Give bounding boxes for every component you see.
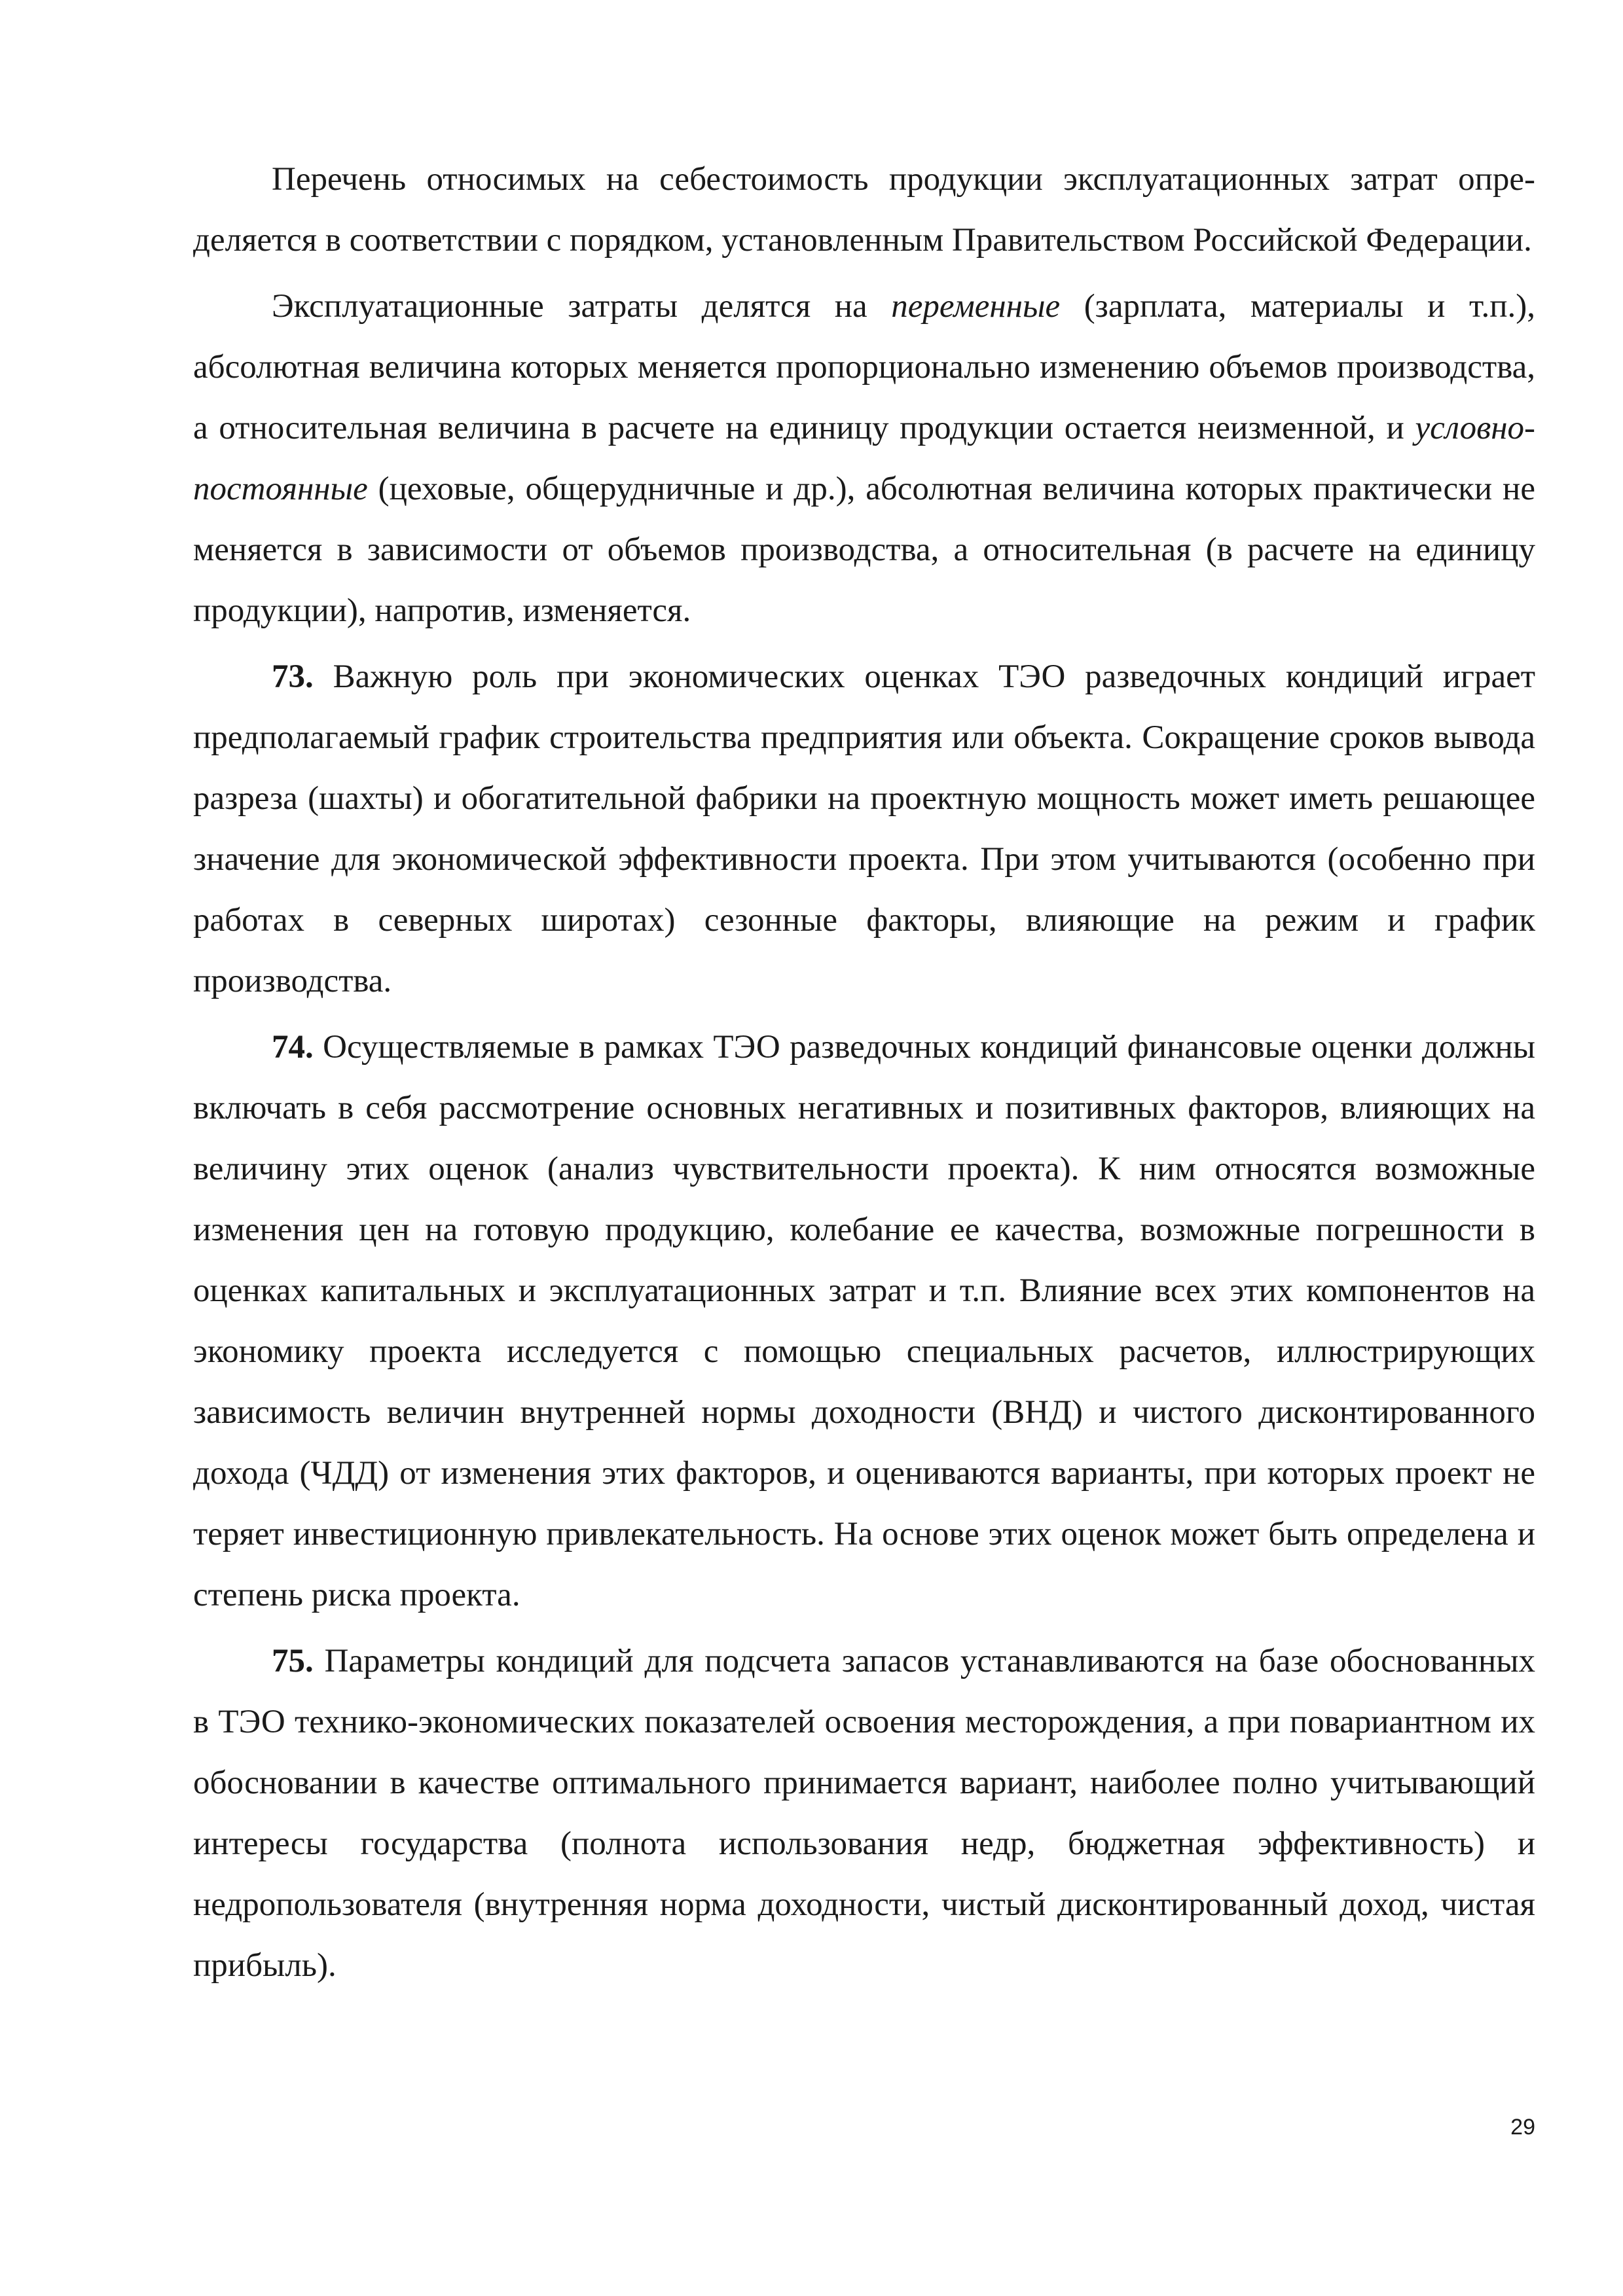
paragraph-operating-costs-types	[193, 276, 1535, 641]
page-number: 29	[1510, 2115, 1535, 2140]
paragraph-text: Осуществляемые в рамках ТЭО разведочных кондиций финансовые оценки должны включать в себя рассмотрение основных негативных и позитивных факторов, влияющих на величину этих оценок (анализ чувствительности проекта). К ним относятся возможные изменения цен на готовую продукцию, колебание ее качества, возможные погрешности в оценках капитальных и эксплуатационных затрат и т.п. Влияние всех этих компонентов на экономику проекта исследуется с помощью специальных расчетов, иллюстрирующих зависимость величин внутренней нормы доходности (ВНД) и чистого дисконтированного дохода (ЧДД) от изменения этих факторов, и оцениваются варианты, при которых проект не теряет инвестиционную привлекательность. На основе этих оценок может быть определена и степень риска проекта.	[193, 1029, 1535, 1613]
paragraph-number: 73.	[272, 658, 314, 695]
paragraph-text: Перечень относимых на себестоимость продукции эксплуатационных затрат определяется в соответствии с порядком, установленным Правительством Российской Федерации.	[193, 161, 1535, 259]
body-text	[193, 149, 1535, 1996]
paragraph-75	[193, 1631, 1535, 1996]
paragraph-73	[193, 647, 1535, 1012]
paragraph-text: Параметры кондиций для подсчета запасов устанавливаются на базе обоснованных в ТЭО технико-экономических показателей освоения месторождения, а при повариантном их обосновании в качестве оптимального принимается вариант, наиболее полно учитывающий интересы государства (полнота использования недр, бюджетная эффективность) и недропользователя (внутренняя норма доходности, чистый дисконтированный доход, чистая прибыль).	[193, 1643, 1536, 1984]
paragraph-text: Эксплуатационные затраты делятся на	[272, 288, 892, 325]
italic-term-semi-fixed: условно-постоянные	[193, 410, 1535, 507]
paragraph-number: 74.	[272, 1029, 314, 1066]
paragraph-text: Важную роль при экономических оценках ТЭО разведочных кондиций играет предполагаемый график строительства предприятия или объекта. Сокращение сроков вывода разреза (шахты) и обогатительной фабрики на проектную мощность может иметь решающее значение для экономической эффективности проекта. При этом учитываются (особенно при работах в северных широтах) сезонные факторы, влияющие на режим и график производства.	[193, 658, 1536, 999]
paragraph-74	[193, 1017, 1535, 1626]
paragraph-operating-costs-list	[193, 149, 1535, 271]
paragraph-text: (цеховые, общерудничные и др.), абсолютная величина которых практически не меняется в зависимости от объемов производства, а относительная (в расчете на единицу продукции), напротив, изменяется.	[193, 471, 1535, 629]
paragraph-number: 75.	[272, 1643, 314, 1679]
italic-term-variable: переменные	[891, 288, 1061, 325]
paragraph-text: (зарплата, материалы и т.п.), абсолютная величина которых меняется пропорционально изменению объемов производства, а относительная величина в расчете на единицу продукции остается неизменной, и	[193, 288, 1535, 446]
